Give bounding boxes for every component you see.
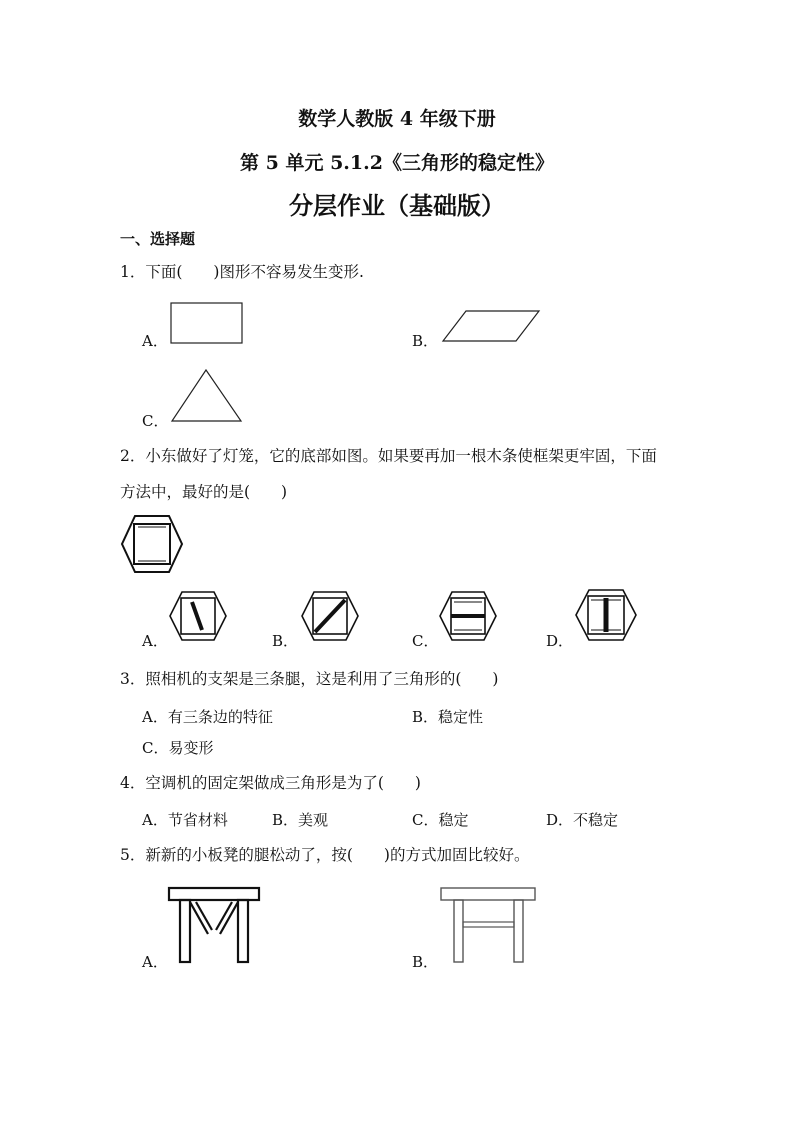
q4-option-d: D．不稳定 bbox=[546, 811, 619, 829]
lantern-option-d-vertical bbox=[574, 588, 638, 642]
section-heading: 一、选择题 bbox=[120, 230, 196, 248]
q2-option-d-label: D． bbox=[546, 632, 574, 650]
rectangle-icon bbox=[170, 302, 244, 344]
lantern-base-figure bbox=[120, 514, 184, 574]
question-3-text: 3．照相机的支架是三条腿，这是利用了三角形的( ) bbox=[120, 670, 499, 688]
q4-option-c: C．稳定 bbox=[412, 811, 469, 829]
lantern-option-c-horizontal bbox=[438, 590, 498, 642]
lantern-option-a-diagonal-short bbox=[168, 590, 228, 642]
q1-option-a-label: A． bbox=[142, 332, 168, 350]
lantern-option-b-diagonal-long bbox=[300, 590, 360, 642]
q3-option-c: C．易变形 bbox=[142, 739, 214, 757]
triangle-icon bbox=[170, 368, 244, 424]
question-5-text: 5．新新的小板凳的腿松动了，按( )的方式加固比较好。 bbox=[120, 846, 530, 864]
q2-option-a-label: A． bbox=[142, 632, 168, 650]
q1-option-b-label: B． bbox=[412, 332, 439, 350]
q5-option-a-label: A． bbox=[142, 953, 168, 971]
q4-option-b: B．美观 bbox=[272, 811, 329, 829]
q1-option-c-label: C． bbox=[142, 412, 169, 430]
q3-option-b: B．稳定性 bbox=[412, 708, 484, 726]
q2-option-c-label: C． bbox=[412, 632, 439, 650]
document-title: 数学人教版 4 年级下册 bbox=[298, 108, 496, 130]
q3-option-a: A．有三条边的特征 bbox=[142, 708, 273, 726]
worksheet-title: 分层作业（基础版） bbox=[289, 191, 505, 220]
question-1-text: 1．下面( )图形不容易发生变形. bbox=[120, 263, 364, 281]
question-2-text-line1: 2．小东做好了灯笼，它的底部如图。如果要再加一根木条使框架更牢固，下面 bbox=[120, 447, 657, 465]
question-2-text-line2: 方法中，最好的是( ) bbox=[120, 483, 288, 501]
unit-title: 第 5 单元 5.1.2《三角形的稳定性》 bbox=[240, 152, 554, 174]
q5-option-b-label: B． bbox=[412, 953, 439, 971]
q4-option-a: A．节省材料 bbox=[142, 811, 228, 829]
q2-option-b-label: B． bbox=[272, 632, 299, 650]
parallelogram-icon bbox=[442, 310, 542, 344]
stool-with-horizontal-brace-icon bbox=[440, 886, 538, 966]
stool-with-diagonal-braces-icon bbox=[168, 886, 262, 966]
question-4-text: 4．空调机的固定架做成三角形是为了( ) bbox=[120, 774, 421, 792]
